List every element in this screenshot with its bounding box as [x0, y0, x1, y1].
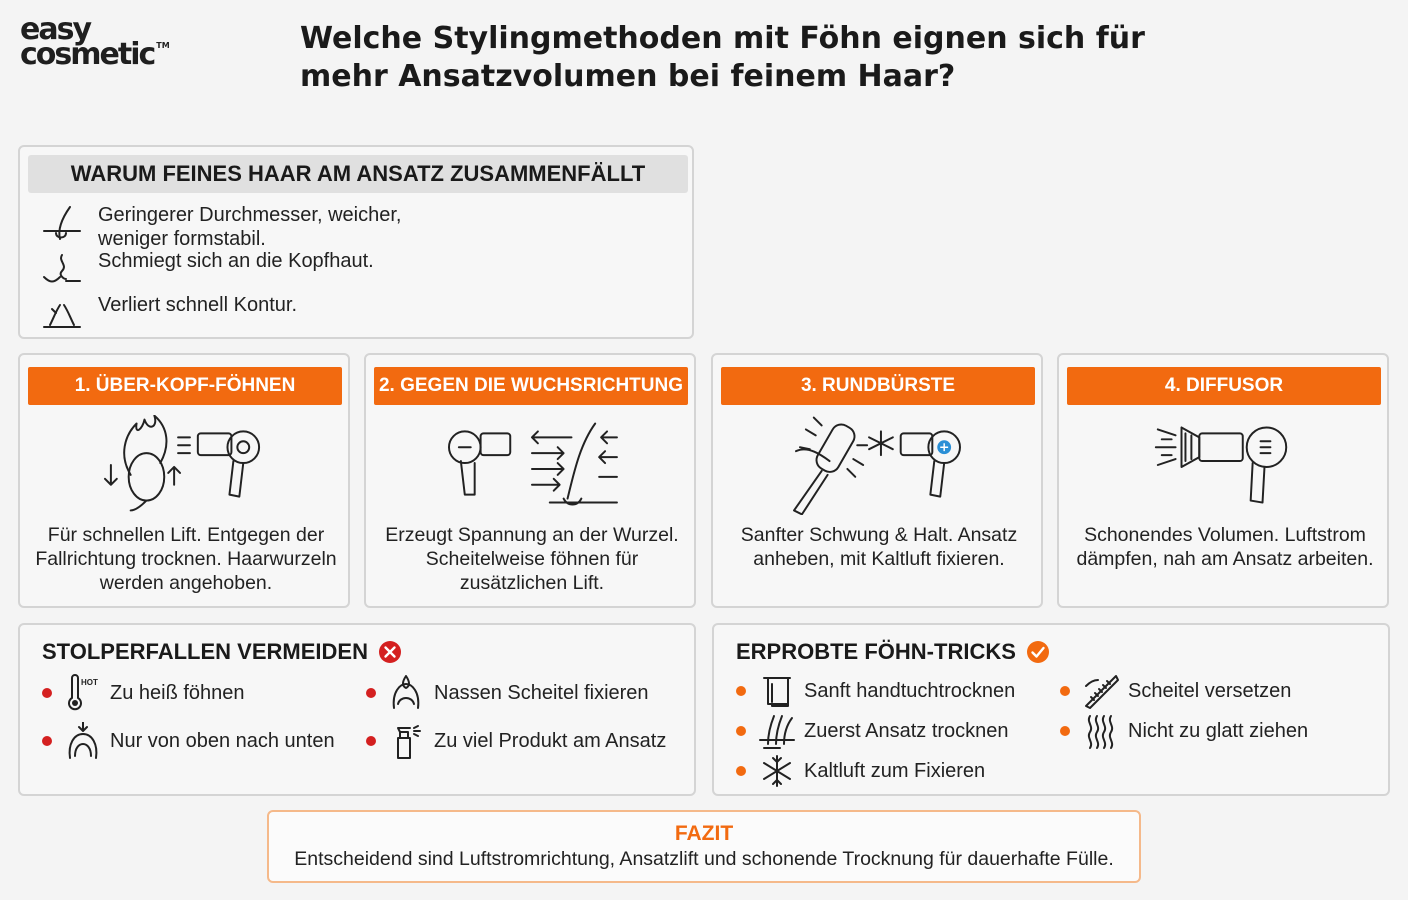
bullet-dot: [366, 736, 376, 746]
trick-text: Sanft handtuchtrocknen: [804, 679, 1016, 702]
upside-down-drying-icon: [20, 415, 348, 515]
roots-icon: [758, 712, 796, 750]
method-heading: 4. DIFFUSOR: [1067, 367, 1381, 405]
pitfall-item: [366, 674, 649, 712]
against-growth-icon: [366, 415, 694, 515]
trick-item: [1060, 712, 1308, 750]
brand-line1: easy: [20, 12, 91, 47]
why-item: [40, 203, 458, 251]
bullet-dot: [1060, 726, 1070, 736]
brand-logo: [20, 12, 170, 72]
method-text: Sanfter Schwung & Halt. Ansatz anheben, mit Kaltluft fixieren.: [740, 524, 1018, 570]
why-item: [40, 249, 458, 293]
bullet-dot: [366, 688, 376, 698]
bullet-dot: [42, 736, 52, 746]
pitfall-item: [42, 722, 335, 760]
method-text: Erzeugt Spannung an der Wurzel. Scheitelweise föhnen für zusätzlichen Lift.: [385, 524, 679, 594]
page-title: Welche Stylingmethoden mit Föhn eignen sich für mehr Ansatzvolumen bei feinem Haar?: [300, 21, 1145, 94]
conclusion-panel: [267, 810, 1141, 883]
trick-item: [736, 672, 1015, 710]
bullet-dot: [736, 766, 746, 776]
trick-text: Zuerst Ansatz trocknen: [804, 719, 1009, 742]
pitfalls-heading-text: STOLPERFALLEN VERMEIDEN: [42, 639, 368, 664]
collapse-icon: [40, 293, 84, 337]
brand-tm: TM: [156, 40, 170, 50]
conclusion-text: Entscheidend sind Luftstromrichtung, Ansatzlift und schonende Trocknung für dauerhafte Fülle.: [294, 848, 1114, 870]
trick-item: [736, 712, 1009, 750]
tricks-heading-text: ERPROBTE FÖHN-TRICKS: [736, 639, 1016, 664]
method-text: Für schnellen Lift. Entgegen der Fallrichtung trocknen. Haarwurzeln werden angehoben.: [35, 524, 337, 594]
pitfall-text: Zu viel Produkt am Ansatz: [434, 729, 667, 752]
thermometer-icon: [64, 674, 102, 712]
error-x-icon: [378, 640, 402, 664]
why-item-text: Verliert schnell Kontur.: [98, 294, 297, 316]
tricks-heading: [736, 639, 1050, 665]
conclusion-heading: FAZIT: [674, 822, 734, 845]
method-card-round-brush: [711, 353, 1043, 608]
trick-text: Nicht zu glatt ziehen: [1128, 719, 1309, 742]
method-text: Schonendes Volumen. Luftstrom dämpfen, nah am Ansatz arbeiten.: [1076, 524, 1374, 570]
trick-text: Kaltluft zum Fixieren: [804, 759, 986, 782]
method-heading: 1. ÜBER-KOPF-FÖHNEN: [28, 367, 342, 405]
pitfalls-panel: [18, 623, 696, 796]
hot-label: HOT: [81, 678, 98, 687]
why-item: [40, 293, 458, 337]
trick-item: [1060, 672, 1291, 710]
pitfall-text: Nur von oben nach unten: [110, 729, 335, 752]
method-heading: 2. GEGEN DIE WUCHSRICHTUNG: [374, 367, 688, 405]
wet-part-icon: [388, 674, 426, 712]
towel-icon: [758, 672, 796, 710]
flat-hair-icon: [40, 249, 84, 293]
why-panel: [18, 145, 694, 339]
why-heading: WARUM FEINES HAAR AM ANSATZ ZUSAMMENFÄLLT: [28, 155, 688, 193]
brand-line2: cosmetic: [20, 36, 155, 72]
pitfall-text: Nassen Scheitel fixieren: [434, 681, 649, 704]
method-card-diffuser: [1057, 353, 1389, 608]
method-card-against-growth: [364, 353, 696, 608]
pitfall-item: [42, 674, 245, 712]
trick-text: Scheitel versetzen: [1128, 679, 1292, 702]
bullet-dot: [1060, 686, 1070, 696]
snowflake-icon: [758, 752, 796, 790]
bullet-dot: [736, 726, 746, 736]
spray-bottle-icon: [388, 722, 426, 760]
method-card-upside-down: [18, 353, 350, 608]
why-item-text: Geringerer Durchmesser, weicher, weniger formstabil.: [98, 204, 402, 250]
waves-icon: [1082, 712, 1120, 750]
method-heading: 3. RUNDBÜRSTE: [721, 367, 1035, 405]
top-down-icon: [64, 722, 102, 760]
tricks-panel: [712, 623, 1390, 796]
diffuser-icon: [1059, 415, 1387, 515]
bullet-dot: [736, 686, 746, 696]
trick-item: [736, 752, 985, 790]
comb-icon: [1082, 672, 1120, 710]
pitfall-item: [366, 722, 666, 760]
why-item-text: Schmiegt sich an die Kopfhaut.: [98, 250, 374, 272]
hair-strand-icon: [40, 203, 84, 247]
round-brush-icon: [713, 415, 1041, 515]
pitfall-text: Zu heiß föhnen: [110, 681, 245, 704]
bullet-dot: [42, 688, 52, 698]
pitfalls-heading: [42, 639, 402, 665]
check-icon: [1026, 640, 1050, 664]
